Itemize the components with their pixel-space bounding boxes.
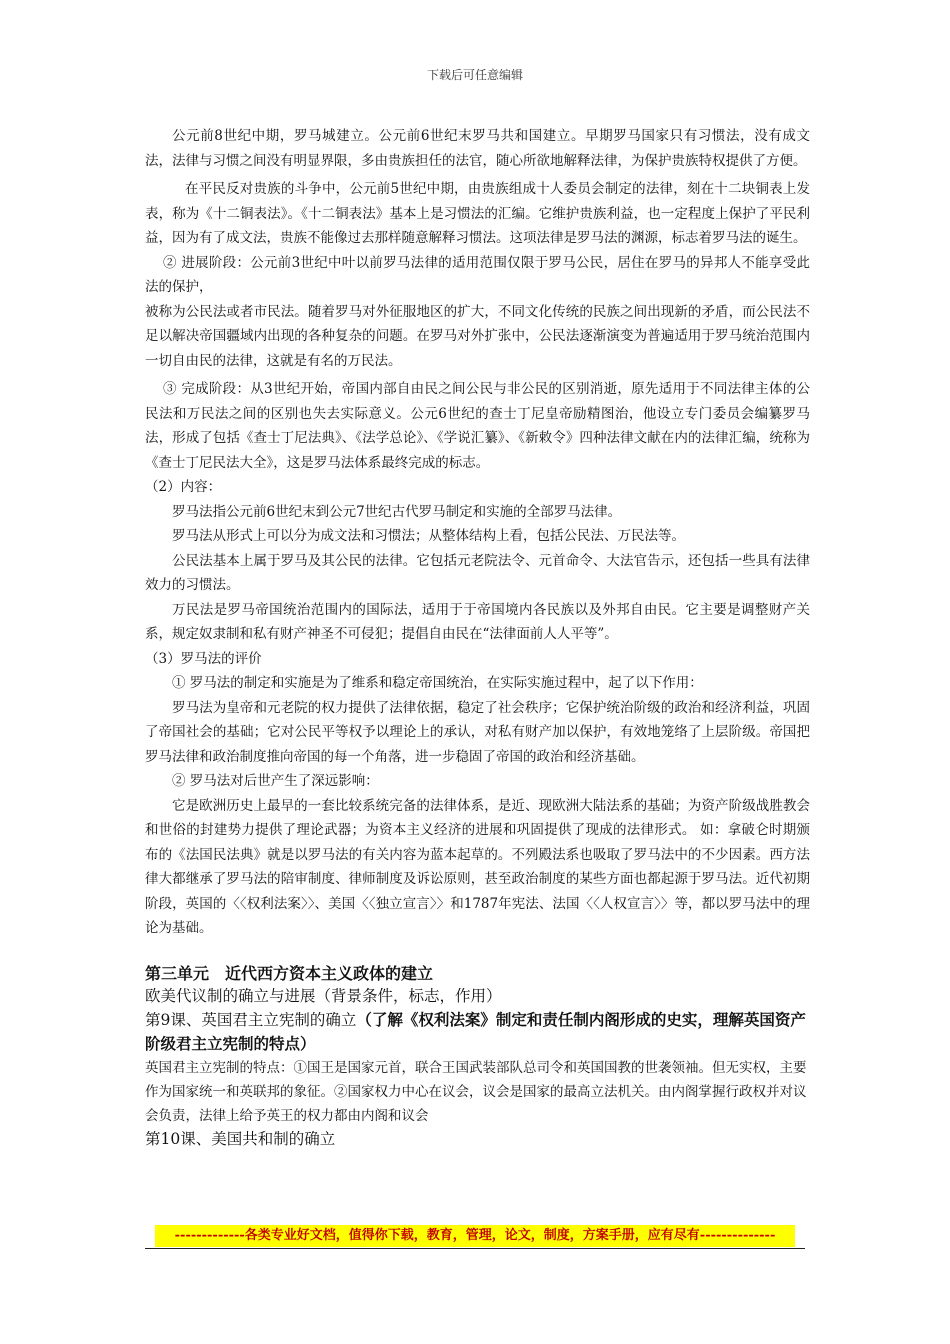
paragraph-content-3: 公民法基本上属于罗马及其公民的法律。它包括元老院法令、元首命令、大法官告示，还包括一些具有法律效力的习惯法。 bbox=[145, 552, 810, 593]
unit-title: 第三单元 近代西方资本主义政体的建立 bbox=[145, 963, 434, 983]
footer-divider bbox=[145, 1248, 805, 1249]
paragraph-content-4: 万民法是罗马帝国统治范围内的国际法，适用于于帝国境内各民族以及外邦自由民。它主要是调整财产关系，规定奴隶制和私有财产神圣不可侵犯；提倡自由民在“法律面前人人平等”。 bbox=[145, 601, 810, 642]
lesson-9-text: 英国君主立宪制的特点：①国王是国家元首，联合王国武装部队总司令和英国国教的世袭领袖。但无实权，主要作为国家统一和英联邦的象征。②国家权力中心在议会，议会是国家的最高立法机关。由内阁掌握行政权并对议会负责，法律上给予英王的权力都由内阁和议会 bbox=[145, 1059, 807, 1124]
paragraph-evaluation-1: ① 罗马法的制定和实施是为了维系和稳定帝国统治，在实际实施过程中，起了以下作用： bbox=[172, 675, 703, 691]
document-body bbox=[145, 124, 810, 1151]
lesson-9-bold: （了解《权利法案》制定和责任制内阁形成的史实，理解英国资产阶级君主立宪制的特点） bbox=[145, 1009, 806, 1053]
paragraph-evaluation-2: 罗马法为皇帝和元老院的权力提供了法律依据，稳定了社会秩序；它保护统治阶级的政治和经济利益，巩固了帝国社会的基础；它对公民平等权予以理论上的承认，对私有财产加以保护，有效地笼络了上层阶级。帝国把罗马法律和政治制度推向帝国的每一个角落，进一步稳固了帝国的政治和经济基础。 bbox=[145, 699, 810, 765]
heading-evaluation: （3）罗马法的评价 bbox=[145, 650, 262, 667]
paragraph-evaluation-4: 它是欧洲历史上最早的一套比较系统完备的法律体系，是近、现欧洲大陆法系的基础；为资产阶级战胜教会和世俗的封建势力提供了理论武器；为资本主义经济的进展和巩固提供了现成的法律形式。 如：拿破仑时期颁布的《法国民法典》就是以罗马法的有关内容为蓝本起草的。不列殿法系也吸取了罗马法中的不少因素。西方法律大都继承了罗马法的陪审制度、律师制度及诉讼原则，甚至政治制度的某些方面也都起源于罗马法。近代初期阶段，英国的〈〈权利法案〉〉、美国〈〈独立宣言〉〉和1787年宪法、法国〈〈人权宣言〉〉等，都以罗马法中的理论为基础。 bbox=[145, 797, 810, 936]
paragraph-roman-origin: 公元前8世纪中期，罗马城建立。公元前6世纪末罗马共和国建立。早期罗马国家只有习惯法，没有成文法，法律与习惯之间没有明显界限，多由贵族担任的法官，随心所欲地解释法律，为保护贵族特权提供了方便。 bbox=[145, 128, 810, 169]
unit-subtitle: 欧美代议制的确立与进展（背景条件，标志，作用） bbox=[145, 986, 502, 1005]
footer-banner: -------------各类专业好文档，值得你下载，教育，管理，论文，制度，方案手册，应有尽有-------------- bbox=[155, 1225, 795, 1247]
heading-content: （2）内容： bbox=[145, 479, 222, 495]
lesson-9-title bbox=[145, 1008, 810, 1056]
paragraph-completion-stage: ③ 完成阶段：从3世纪开始，帝国内部自由民之间公民与非公民的区别消逝，原先适用于不同法律主体的公民法和万民法之间的区别也失去实际意义。公元6世纪的查士丁尼皇帝励精图治，他设立专门委员会编纂罗马法，形成了包括《查士丁尼法典》、《法学总论》、《学说汇纂》、《新敕令》四种法律文献在内的法律汇编，统称为《查士丁尼民法大全》，这是罗马法体系最终完成的标志。 bbox=[145, 381, 810, 471]
paragraph-jus-gentium: 被称为公民法或者市民法。随着罗马对外征服地区的扩大，不同文化传统的民族之间出现新的矛盾，而公民法不足以解决帝国疆域内出现的各种复杂的问题。在罗马对外扩张中，公民法逐渐演变为普遍适用于罗马统治范围内一切自由民的法律，这就是有名的万民法。 bbox=[145, 303, 810, 369]
lesson-9-plain: 第9课、英国君主立宪制的确立 bbox=[145, 1010, 357, 1029]
paragraph-content-1: 罗马法指公元前6世纪末到公元7世纪古代罗马制定和实施的全部罗马法律。 bbox=[172, 503, 622, 520]
paragraph-content-2: 罗马法从形式上可以分为成文法和习惯法；从整体结构上看，包括公民法、万民法等。 bbox=[172, 528, 685, 544]
lesson-10-title: 第10课、美国共和制的确立 bbox=[145, 1129, 336, 1148]
paragraph-development-stage: ② 进展阶段：公元前3世纪中叶以前罗马法律的适用范围仅限于罗马公民，居住在罗马的异邦人不能享受此法的保护， bbox=[145, 254, 810, 295]
page-header: 下载后可任意编辑 bbox=[426, 68, 523, 82]
paragraph-evaluation-3: ② 罗马法对后世产生了深远影响： bbox=[172, 773, 379, 789]
paragraph-twelve-tables: 在平民反对贵族的斗争中，公元前5世纪中期，由贵族组成十人委员会制定的法律，刻在十二块铜表上发表，称为《十二铜表法》。《十二铜表法》基本上是习惯法的汇编。它维护贵族利益，也一定程度上保护了平民利益，因为有了成文法，贵族不能像过去那样随意解释习惯法。这项法律是罗马法的渊源，标志着罗马法的诞生。 bbox=[145, 181, 810, 246]
